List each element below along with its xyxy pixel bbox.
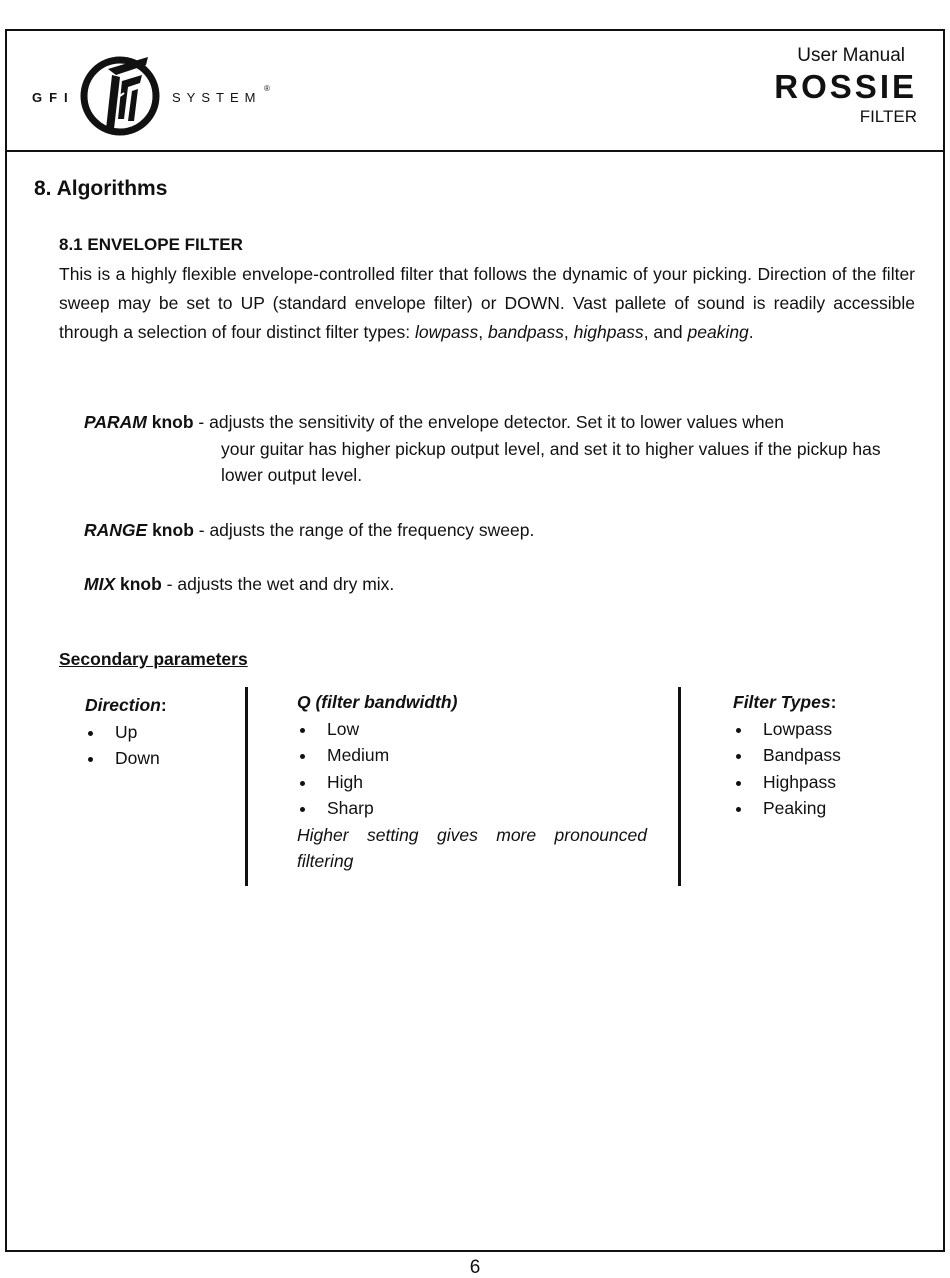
secondary-parameters-title: Secondary parameters xyxy=(59,649,248,669)
direction-label: Direction xyxy=(85,695,161,715)
param-knob-description xyxy=(84,409,904,489)
intro-sep: , xyxy=(563,322,574,342)
param-knob-desc-rest: your guitar has higher pickup output level, and set it to higher values if the pickup has lower output level. xyxy=(221,438,881,485)
direction-colon: : xyxy=(160,695,167,715)
column-divider xyxy=(678,687,681,886)
list-item: Sharp xyxy=(297,795,647,822)
range-knob-desc: - adjusts the range of the frequency sweep. xyxy=(193,520,535,540)
gfi-emblem-icon xyxy=(78,49,162,139)
param-knob-word: knob xyxy=(151,412,194,432)
product-name: ROSSIE xyxy=(774,68,917,105)
direction-heading xyxy=(85,692,167,719)
q-column xyxy=(297,689,647,875)
filter-types-column xyxy=(733,689,841,822)
section-title: 8. Algorithms xyxy=(34,177,168,200)
param-knob-label xyxy=(84,412,194,432)
param-knob-desc-line1: - adjusts the sensitivity of the envelope detector. Set it to lower values when xyxy=(193,412,785,432)
direction-column xyxy=(85,692,167,772)
subsection-title: 8.1 ENVELOPE FILTER xyxy=(59,235,243,254)
list-item: Lowpass xyxy=(733,716,841,743)
range-knob-label xyxy=(84,520,194,540)
mix-knob-description xyxy=(84,571,394,598)
filter-types-label: Filter Types xyxy=(733,692,831,712)
range-knob-description xyxy=(84,517,534,544)
list-item: Up xyxy=(85,719,167,746)
registered-mark: ® xyxy=(264,84,270,93)
mix-knob-desc: - adjusts the wet and dry mix. xyxy=(161,574,395,594)
logo-left-text: GFI xyxy=(32,90,75,105)
list-item: Bandpass xyxy=(733,742,841,769)
mix-knob-label xyxy=(84,574,162,594)
list-item: Down xyxy=(85,745,167,772)
intro-peaking: peaking xyxy=(687,322,749,342)
page-frame xyxy=(5,29,945,1252)
list-item: Medium xyxy=(297,742,647,769)
company-logo xyxy=(32,46,274,142)
intro-sep: , xyxy=(478,322,488,342)
q-note: Higher setting gives more pronounced filtering xyxy=(297,824,647,871)
intro-highpass: highpass xyxy=(573,322,644,342)
intro-end: . xyxy=(748,322,754,342)
param-knob-name: PARAM xyxy=(84,412,147,432)
filter-types-list xyxy=(733,716,841,822)
column-divider xyxy=(245,687,248,886)
page-number: 6 xyxy=(469,1257,481,1278)
page-header xyxy=(7,31,943,152)
product-subtitle: FILTER xyxy=(859,107,917,126)
intro-text: This is a highly flexible envelope-controlled filter that follows the dynamic of your picking. Direction of the filter sweep may be set to UP (standard envelope filter) or DOWN. Vast pallete of sound is readily accessible through a selection of four distinct filter types: xyxy=(59,264,915,342)
list-item: Peaking xyxy=(733,795,841,822)
doc-type: User Manual xyxy=(797,45,905,66)
intro-bandpass: bandpass xyxy=(487,322,564,342)
header-title-block xyxy=(774,45,917,126)
intro-lowpass: lowpass xyxy=(415,322,479,342)
mix-knob-name: MIX xyxy=(84,574,116,594)
list-item: Low xyxy=(297,716,647,743)
q-heading: Q (filter bandwidth) xyxy=(297,692,458,712)
filter-types-heading xyxy=(733,689,841,716)
range-knob-name: RANGE xyxy=(84,520,148,540)
q-list xyxy=(297,716,647,822)
intro-sep: , and xyxy=(643,322,688,342)
logo-right-text: SYSTEM xyxy=(172,90,262,105)
intro-paragraph xyxy=(59,260,915,347)
direction-list xyxy=(85,719,167,772)
list-item: Highpass xyxy=(733,769,841,796)
range-knob-word: knob xyxy=(152,520,194,540)
mix-knob-word: knob xyxy=(120,574,162,594)
list-item: High xyxy=(297,769,647,796)
filter-types-colon: : xyxy=(830,692,837,712)
